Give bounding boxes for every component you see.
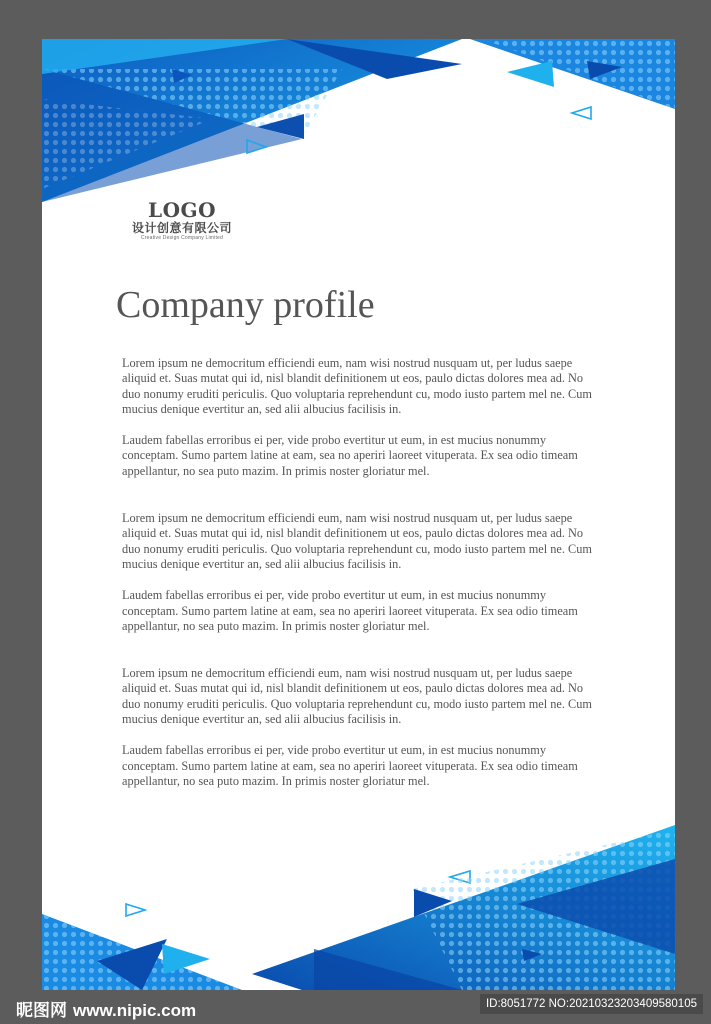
body-text xyxy=(122,356,602,789)
site-name: 昵图网 xyxy=(16,1001,67,1021)
paragraph-1: Lorem ipsum ne democritum efficiendi eum, nam wisi nostrud nusquam ut, per ludus saepe aliquid et. Suas mutat qui id, nisl blandit definitionem ut eos, paulo dictas dolores mea ad. No duo nonumy eruditi periculis. Quo voluptaria reprehendunt cu, modo iusto partem mel ne. Cum mucius denique evertitur an, sed alii albucius facilisis in. xyxy=(122,356,592,416)
image-id-badge: ID:8051772 NO:20210323203409580105 xyxy=(480,994,703,1014)
paragraph-3: Lorem ipsum ne democritum efficiendi eum, nam wisi nostrud nusquam ut, per ludus saepe aliquid et. Suas mutat qui id, nisl blandit definitionem ut eos, paulo dictas dolores mea ad. No duo nonumy eruditi periculis. Quo voluptaria reprehendunt cu, modo iusto partem mel ne. Cum mucius denique evertitur an, sed alii albucius facilisis in. xyxy=(122,511,592,571)
logo-title: LOGO xyxy=(148,198,216,222)
paragraph-4: Laudem fabellas erroribus ei per, vide probo evertitur ut eum, in est mucius nonummy conceptam. Sumo partem latine at eam, sea no aperiri laoreet vituperata. Ex sea odio timeam appellantur, no sea puto mazim. In primis noster gloriatur mel. xyxy=(122,588,578,633)
paragraph-5: Lorem ipsum ne democritum efficiendi eum, nam wisi nostrud nusquam ut, per ludus saepe aliquid et. Suas mutat qui id, nisl blandit definitionem ut eos, paulo dictas dolores mea ad. No duo nonumy eruditi periculis. Quo voluptaria reprehendunt cu, modo iusto partem mel ne. Cum mucius denique evertitur an, sed alii albucius facilisis in. xyxy=(122,666,592,727)
logo-company-en: Creative Design Company Limited xyxy=(140,235,224,241)
site-watermark xyxy=(16,996,196,1021)
logo-company-cn: 设计创意有限公司 xyxy=(131,221,232,235)
outline-triangle-3 xyxy=(126,904,145,916)
header-right-triangle-a xyxy=(507,61,554,87)
paragraph-2: Laudem fabellas erroribus ei per, vide probo evertitur ut eum, in est mucius nonummy conceptam. Sumo partem latine at eam, sea no aperiri laoreet vituperata. Ex sea odio timeam appellantur, no sea puto mazim. In primis noster gloriatur mel. xyxy=(122,433,578,478)
paragraph-6: Laudem fabellas erroribus ei per, vide probo evertitur ut eum, in est mucius nonummy conceptam. Sumo partem latine at eam, sea no aperiri laoreet vituperata. Ex sea odio timeam appellantur, no sea puto mazim. In primis noster gloriatur mel. xyxy=(122,743,578,788)
company-logo xyxy=(120,199,244,242)
page-title: Company profile xyxy=(116,284,375,326)
site-url[interactable]: www.nipic.com xyxy=(73,1001,197,1020)
watermark-bar xyxy=(0,990,711,1024)
outline-triangle-2 xyxy=(572,107,591,119)
letterhead-page xyxy=(42,39,675,990)
